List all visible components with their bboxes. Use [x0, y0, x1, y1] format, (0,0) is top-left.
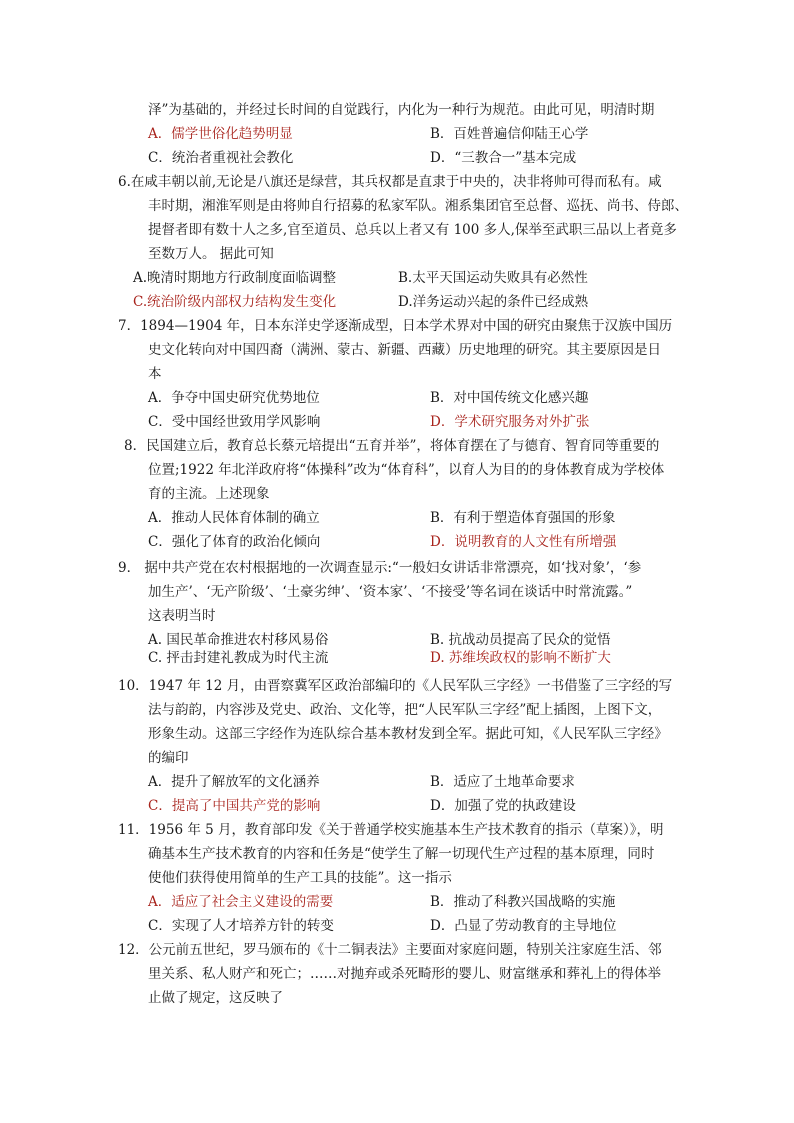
intro-option-a: A．儒学世俗化趋势明显 — [148, 126, 293, 142]
q6-option-d: D.洋务运动兴起的条件已经成熟 — [398, 294, 589, 310]
q9-line-1: 9． 据中共产党在农村根据地的一次调查显示:“一般妇女讲话非常漂亮，如‘找对象’，‘参 — [118, 560, 642, 576]
q6-option-c: C.统治阶级内部权力结构发生变化 — [133, 294, 337, 310]
q7-option-d: D．学术研究服务对外扩张 — [430, 414, 590, 430]
q6-line-2: 丰时期，湘淮军则是由将帅自行招募的私家军队。湘系集团官至总督、巡抚、尚书、侍郎、 — [148, 198, 688, 214]
intro-option-d: D．“三教合一”基本完成 — [430, 150, 577, 166]
q11-option-c: C．实现了人才培养方针的转变 — [148, 918, 334, 934]
q10-line-2: 法与韵韵，内容涉及党史、政治、文化等，把“人民军队三字经”配上插图，上图下文， — [148, 702, 662, 718]
q10-option-a: A．提升了解放军的文化涵养 — [148, 774, 320, 790]
q9-option-b: B. 抗战动员提高了民众的觉悟 — [430, 632, 611, 648]
q11-line-2: 确基本生产技术教育的内容和任务是“使学生了解一切现代生产过程的基本原理，同时 — [148, 846, 655, 862]
q9-line-2: 加生产’、‘无产阶级’、‘土豪劣绅’、‘资本家’、‘不接受’等名词在谈话中时常流露。” — [148, 584, 633, 600]
q9-option-d: D. 苏维埃政权的影响不断扩大 — [430, 650, 611, 666]
q7-option-a: A．争夺中国史研究优势地位 — [148, 390, 320, 406]
q11-option-d: D．凸显了劳动教育的主导地位 — [430, 918, 617, 934]
q10-option-c: C．提高了中国共产党的影响 — [148, 798, 321, 814]
q7-line-2: 史文化转向对中国四裔（满洲、蒙古、新疆、西藏）历史地理的研究。其主要原因是日 — [148, 342, 661, 358]
q11-line-1: 11．1956 年 5 月，教育部印发《关于普通学校实施基本生产技术教育的指示（草案）》，明 — [118, 822, 664, 838]
q6-option-b: B.太平天国运动失败具有必然性 — [398, 270, 588, 286]
q8-line-3: 育的主流。上述现象 — [148, 486, 270, 502]
q8-option-c: C．强化了体育的政治化倾向 — [148, 534, 321, 550]
intro-line: 泽”为基础的，并经过长时间的自觉践行，内化为一种行为规范。由此可见，明清时期 — [148, 102, 655, 118]
q12-line-1: 12．公元前五世纪，罗马颁布的《十二铜表法》主要面对家庭问题，特别关注家庭生活、邻 — [118, 942, 662, 958]
q12-line-2: 里关系、私人财产和死亡；……对抛弃或杀死畸形的婴儿、财富继承和葬礼上的得体举 — [148, 966, 661, 982]
q8-option-d: D．说明教育的人文性有所增强 — [430, 534, 617, 550]
q6-line-1: 6.在咸丰朝以前,无论是八旗还是绿营，其兵权都是直隶于中央的，决非将帅可得而私有。咸 — [118, 174, 662, 190]
q9-option-a: A. 国民革命推进农村移风易俗 — [148, 632, 329, 648]
q12-line-3: 止做了规定，这反映了 — [148, 990, 283, 1006]
q8-option-b: B．有利于塑造体育强国的形象 — [430, 510, 616, 526]
q10-line-1: 10．1947 年 12 月，由晋察冀军区政治部编印的《人民军队三字经》一书借鉴了三字经的写 — [118, 678, 673, 694]
intro-option-b: B．百姓普遍信仰陆王心学 — [430, 126, 589, 142]
q8-option-a: A．推动人民体育体制的确立 — [148, 510, 320, 526]
q8-line-2: 位置;1922 年北洋政府将“体操科”改为“体育科”，以育人为目的的身体教育成为学校体 — [148, 462, 665, 478]
q7-option-c: C．受中国经世致用学风影响 — [148, 414, 321, 430]
q8-line-1: 8．民国建立后，教育总长蔡元培提出“五育并举”，将体育摆在了与德育、智育同等重要的 — [124, 438, 660, 454]
q10-line-3: 形象生动。这部三字经作为连队综合基本教材发到全军。据此可知，《人民军队三字经》 — [148, 726, 668, 742]
q6-line-3: 提督者即有数十人之多,官至道员、总兵以上者又有 100 多人,保举至武职三品以上者竟多 — [148, 222, 677, 238]
q7-line-3: 本 — [148, 366, 162, 382]
q10-line-4: 的编印 — [148, 750, 189, 766]
q11-option-a: A．适应了社会主义建设的需要 — [148, 894, 334, 910]
q9-option-c: C. 抨击封建礼教成为时代主流 — [148, 650, 329, 666]
q6-option-a: A.晚清时期地方行政制度面临调整 — [133, 270, 337, 286]
q6-line-4: 至数万人。 据此可知 — [148, 246, 274, 262]
q9-line-3: 这表明当时 — [148, 608, 216, 624]
q10-option-b: B．适应了土地革命要求 — [430, 774, 575, 790]
q10-option-d: D．加强了党的执政建设 — [430, 798, 576, 814]
q11-line-3: 使他们获得使用简单的生产工具的技能”。这一指示 — [148, 870, 452, 886]
q11-option-b: B．推动了科教兴国战略的实施 — [430, 894, 616, 910]
intro-option-c: C．统治者重视社会教化 — [148, 150, 294, 166]
q7-option-b: B．对中国传统文化感兴趣 — [430, 390, 589, 406]
q7-line-1: 7．1894—1904 年，日本东洋史学逐渐成型，日本学术界对中国的研究由聚焦于汉族中国历 — [118, 318, 673, 334]
